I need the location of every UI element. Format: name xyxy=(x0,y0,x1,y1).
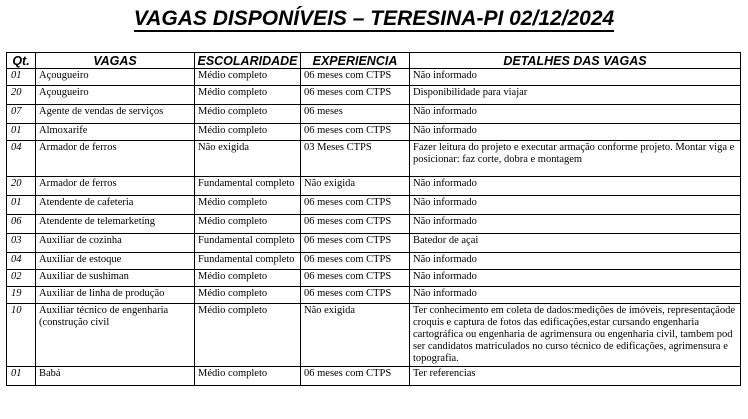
cell-vaga: Auxiliar de estoque xyxy=(36,253,195,270)
page-title-text: VAGAS DISPONÍVEIS – TERESINA-PI 02/12/2024 xyxy=(133,7,615,30)
cell-experiencia: 06 meses com CTPS xyxy=(301,287,410,304)
cell-detalhes: Não informado xyxy=(410,124,741,141)
cell-escolaridade: Médio completo xyxy=(195,105,301,124)
cell-experiencia: 06 meses com CTPS xyxy=(301,69,410,86)
vacancies-table xyxy=(6,52,741,386)
cell-experiencia: 06 meses com CTPS xyxy=(301,196,410,215)
cell-escolaridade: Não exigida xyxy=(195,141,301,177)
cell-qt: 01 xyxy=(7,196,36,215)
cell-detalhes: Ter conhecimento em coleta de dados:medições de imóveis, representaçãode croquis e captura de fotos das edificações,estar cursando engenharia cartográfica ou engenharia de agrimensura ou engenharia civil, tambem pod ser candidatos matriculados no curso técnico de edificações, agrimensura e topografia. xyxy=(410,304,741,367)
table-row xyxy=(7,196,741,215)
cell-detalhes: Não informado xyxy=(410,253,741,270)
col-header-qt: Qt. xyxy=(7,53,36,69)
cell-vaga: Açougueiro xyxy=(36,86,195,105)
table-row xyxy=(7,270,741,287)
table-row xyxy=(7,105,741,124)
cell-detalhes: Não informado xyxy=(410,105,741,124)
cell-vaga: Atendente de telemarketing xyxy=(36,215,195,234)
cell-detalhes: Não informado xyxy=(410,69,741,86)
cell-escolaridade: Médio completo xyxy=(195,124,301,141)
cell-experiencia: 06 meses com CTPS xyxy=(301,86,410,105)
cell-qt: 07 xyxy=(7,105,36,124)
table-row xyxy=(7,124,741,141)
cell-detalhes: Não informado xyxy=(410,196,741,215)
table-row xyxy=(7,86,741,105)
cell-detalhes: Não informado xyxy=(410,177,741,196)
cell-detalhes: Ter referencias xyxy=(410,367,741,386)
cell-qt: 03 xyxy=(7,234,36,253)
cell-experiencia: 03 Meses CTPS xyxy=(301,141,410,177)
table-row xyxy=(7,215,741,234)
table-row xyxy=(7,141,741,177)
cell-escolaridade: Médio completo xyxy=(195,215,301,234)
cell-detalhes: Não informado xyxy=(410,270,741,287)
cell-detalhes: Não informado xyxy=(410,287,741,304)
cell-escolaridade: Médio completo xyxy=(195,304,301,367)
cell-experiencia: 06 meses com CTPS xyxy=(301,215,410,234)
cell-qt: 06 xyxy=(7,215,36,234)
cell-experiencia: Não exigida xyxy=(301,304,410,367)
cell-experiencia: 06 meses com CTPS xyxy=(301,367,410,386)
cell-qt: 10 xyxy=(7,304,36,367)
col-header-detalhes: DETALHES DAS VAGAS xyxy=(410,53,741,69)
table-row xyxy=(7,234,741,253)
col-header-vagas: VAGAS xyxy=(36,53,195,69)
table-body xyxy=(7,69,741,386)
cell-qt: 02 xyxy=(7,270,36,287)
table-row xyxy=(7,304,741,367)
cell-vaga: Babá xyxy=(36,367,195,386)
cell-escolaridade: Médio completo xyxy=(195,270,301,287)
cell-qt: 04 xyxy=(7,141,36,177)
cell-escolaridade: Fundamental completo xyxy=(195,177,301,196)
table-row xyxy=(7,287,741,304)
table-row xyxy=(7,367,741,386)
cell-detalhes: Disponibilidade para viajar xyxy=(410,86,741,105)
cell-experiencia: 06 meses com CTPS xyxy=(301,270,410,287)
cell-escolaridade: Médio completo xyxy=(195,86,301,105)
cell-escolaridade: Médio completo xyxy=(195,287,301,304)
cell-escolaridade: Médio completo xyxy=(195,367,301,386)
cell-escolaridade: Médio completo xyxy=(195,196,301,215)
cell-vaga: Açougueiro xyxy=(36,69,195,86)
cell-escolaridade: Fundamental completo xyxy=(195,253,301,270)
cell-experiencia: Não exigida xyxy=(301,177,410,196)
table-row xyxy=(7,69,741,86)
cell-vaga: Agente de vendas de serviços xyxy=(36,105,195,124)
cell-experiencia: 06 meses com CTPS xyxy=(301,253,410,270)
table-row xyxy=(7,253,741,270)
cell-vaga: Armador de ferros xyxy=(36,141,195,177)
col-header-experiencia: EXPERIENCIA xyxy=(301,53,410,69)
cell-detalhes: Batedor de açai xyxy=(410,234,741,253)
cell-qt: 04 xyxy=(7,253,36,270)
cell-escolaridade: Médio completo xyxy=(195,69,301,86)
cell-vaga: Auxiliar de sushiman xyxy=(36,270,195,287)
cell-vaga: Almoxarife xyxy=(36,124,195,141)
table-header xyxy=(7,53,741,69)
cell-qt: 01 xyxy=(7,367,36,386)
cell-escolaridade: Fundamental completo xyxy=(195,234,301,253)
table-row xyxy=(7,177,741,196)
cell-qt: 01 xyxy=(7,124,36,141)
page-title xyxy=(0,6,748,32)
cell-detalhes: Fazer leitura do projeto e executar armação conforme projeto. Montar viga e posicionar: faz corte, dobra e montagem xyxy=(410,141,741,177)
cell-experiencia: 06 meses com CTPS xyxy=(301,124,410,141)
cell-qt: 19 xyxy=(7,287,36,304)
col-header-escolaridade: ESCOLARIDADE xyxy=(195,53,301,69)
cell-qt: 20 xyxy=(7,177,36,196)
cell-vaga: Atendente de cafeteria xyxy=(36,196,195,215)
cell-vaga: Armador de ferros xyxy=(36,177,195,196)
cell-experiencia: 06 meses com CTPS xyxy=(301,234,410,253)
cell-qt: 20 xyxy=(7,86,36,105)
cell-detalhes: Não informado xyxy=(410,215,741,234)
cell-vaga: Auxiliar de linha de produção xyxy=(36,287,195,304)
cell-vaga: Auxiliar técnico de engenharia (construção civil xyxy=(36,304,195,367)
cell-experiencia: 06 meses xyxy=(301,105,410,124)
cell-qt: 01 xyxy=(7,69,36,86)
cell-vaga: Auxiliar de cozinha xyxy=(36,234,195,253)
